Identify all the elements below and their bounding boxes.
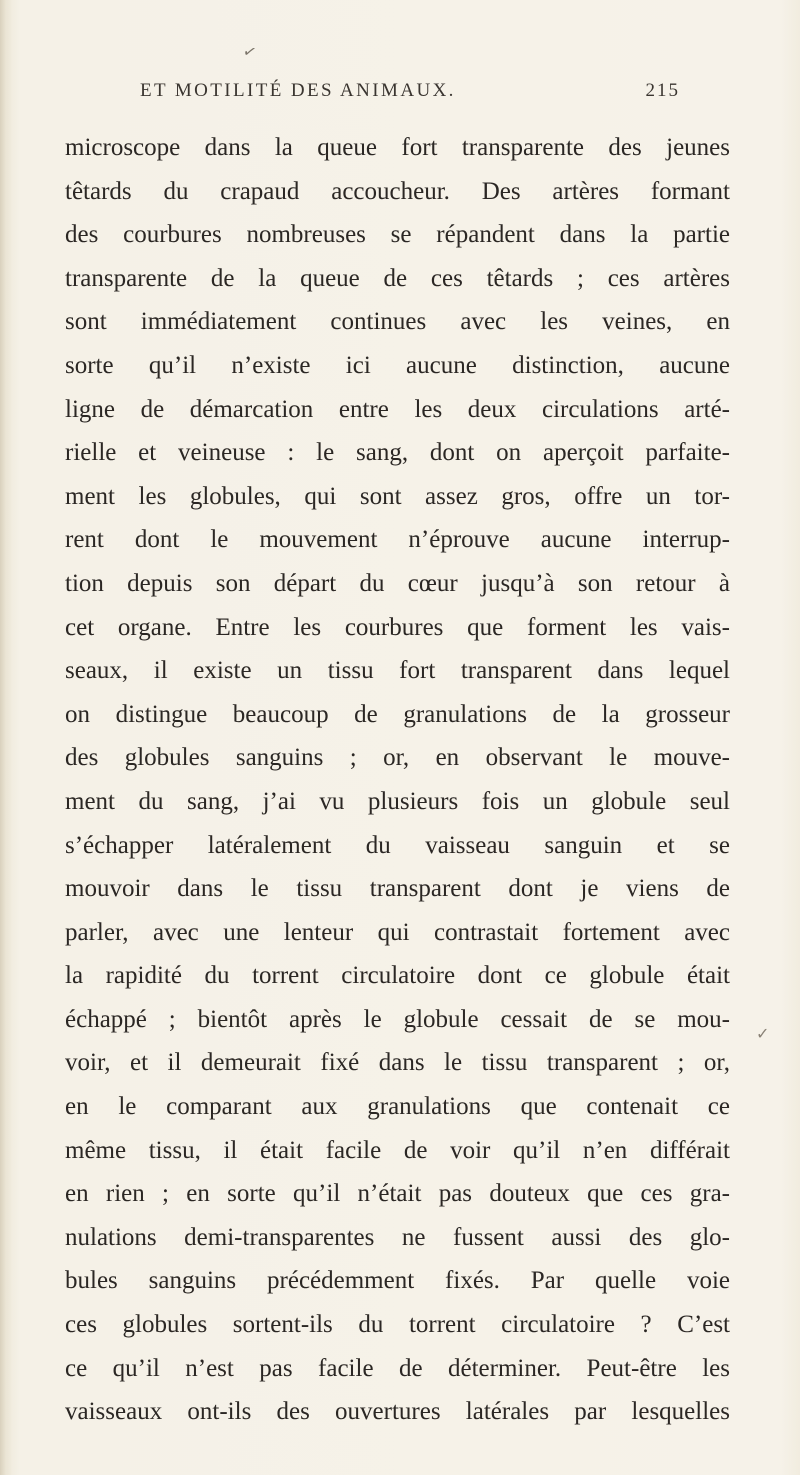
text-line: même tissu, il était facile de voir qu’il n’en différait bbox=[65, 1136, 730, 1164]
text-line: tion depuis son départ du cœur jusqu’à son retour à bbox=[65, 569, 730, 597]
text-line: ment les globules, qui sont assez gros, offre un tor- bbox=[65, 482, 730, 510]
text-line: ment du sang, j’ai vu plusieurs fois un globule seul bbox=[65, 787, 730, 815]
text-line: rielle et veineuse : le sang, dont on aperçoit parfaite- bbox=[65, 439, 730, 467]
text-line: la rapidité du torrent circulatoire dont ce globule était bbox=[65, 962, 730, 990]
text-line: bules sanguins précédemment fixés. Par quelle voie bbox=[65, 1267, 730, 1295]
margin-pen-mark: ✓ bbox=[756, 1026, 770, 1043]
text-line: parler, avec une lenteur qui contrastait fortement avec bbox=[65, 918, 730, 946]
text-line: ce qu’il n’est pas facile de déterminer. Peut-être les bbox=[65, 1354, 730, 1382]
text-line: on distingue beaucoup de granulations de la grosseur bbox=[65, 700, 730, 728]
running-header bbox=[0, 80, 800, 108]
text-line: en rien ; en sorte qu’il n’était pas douteux que ces gra- bbox=[65, 1180, 730, 1208]
text-line: rent dont le mouvement n’éprouve aucune interrup- bbox=[65, 526, 730, 554]
text-line: cet organe. Entre les courbures que forment les vais- bbox=[65, 613, 730, 641]
text-line: des globules sanguins ; or, en observant le mouve- bbox=[65, 744, 730, 772]
text-line: ces globules sortent-ils du torrent circulatoire ? C’est bbox=[65, 1311, 730, 1339]
text-line: ligne de démarcation entre les deux circulations arté- bbox=[65, 395, 730, 423]
text-line: sorte qu’il n’existe ici aucune distinction, aucune bbox=[65, 351, 730, 379]
text-line: sont immédiatement continues avec les veines, en bbox=[65, 308, 730, 336]
stray-pen-mark: ✓ bbox=[240, 42, 259, 63]
text-line: voir, et il demeurait fixé dans le tissu transparent ; or, bbox=[65, 1049, 730, 1077]
text-line: transparente de la queue de ces têtards ; ces artères bbox=[65, 264, 730, 292]
text-line: vaisseaux ont-ils des ouvertures latérales par lesquelles bbox=[65, 1398, 730, 1426]
page-number: 215 bbox=[645, 80, 680, 101]
body-text bbox=[65, 126, 730, 1434]
text-line: nulations demi-transparentes ne fussent aussi des glo- bbox=[65, 1223, 730, 1251]
text-line: microscope dans la queue fort transparente des jeunes bbox=[65, 134, 730, 161]
text-line: mouvoir dans le tissu transparent dont je viens de bbox=[65, 875, 730, 903]
text-line: en le comparant aux granulations que contenait ce bbox=[65, 1093, 730, 1121]
running-title: ET MOTILITÉ DES ANIMAUX. bbox=[140, 80, 456, 101]
text-line: s’échapper latéralement du vaisseau sanguin et se bbox=[65, 831, 730, 859]
text-line: échappé ; bientôt après le globule cessait de se mou- bbox=[65, 1005, 730, 1033]
text-line: des courbures nombreuses se répandent dans la partie bbox=[65, 221, 730, 249]
text-line: têtards du crapaud accoucheur. Des artères formant bbox=[65, 177, 730, 205]
text-line: seaux, il existe un tissu fort transparent dans lequel bbox=[65, 657, 730, 685]
page-binding-edge bbox=[0, 0, 12, 1475]
